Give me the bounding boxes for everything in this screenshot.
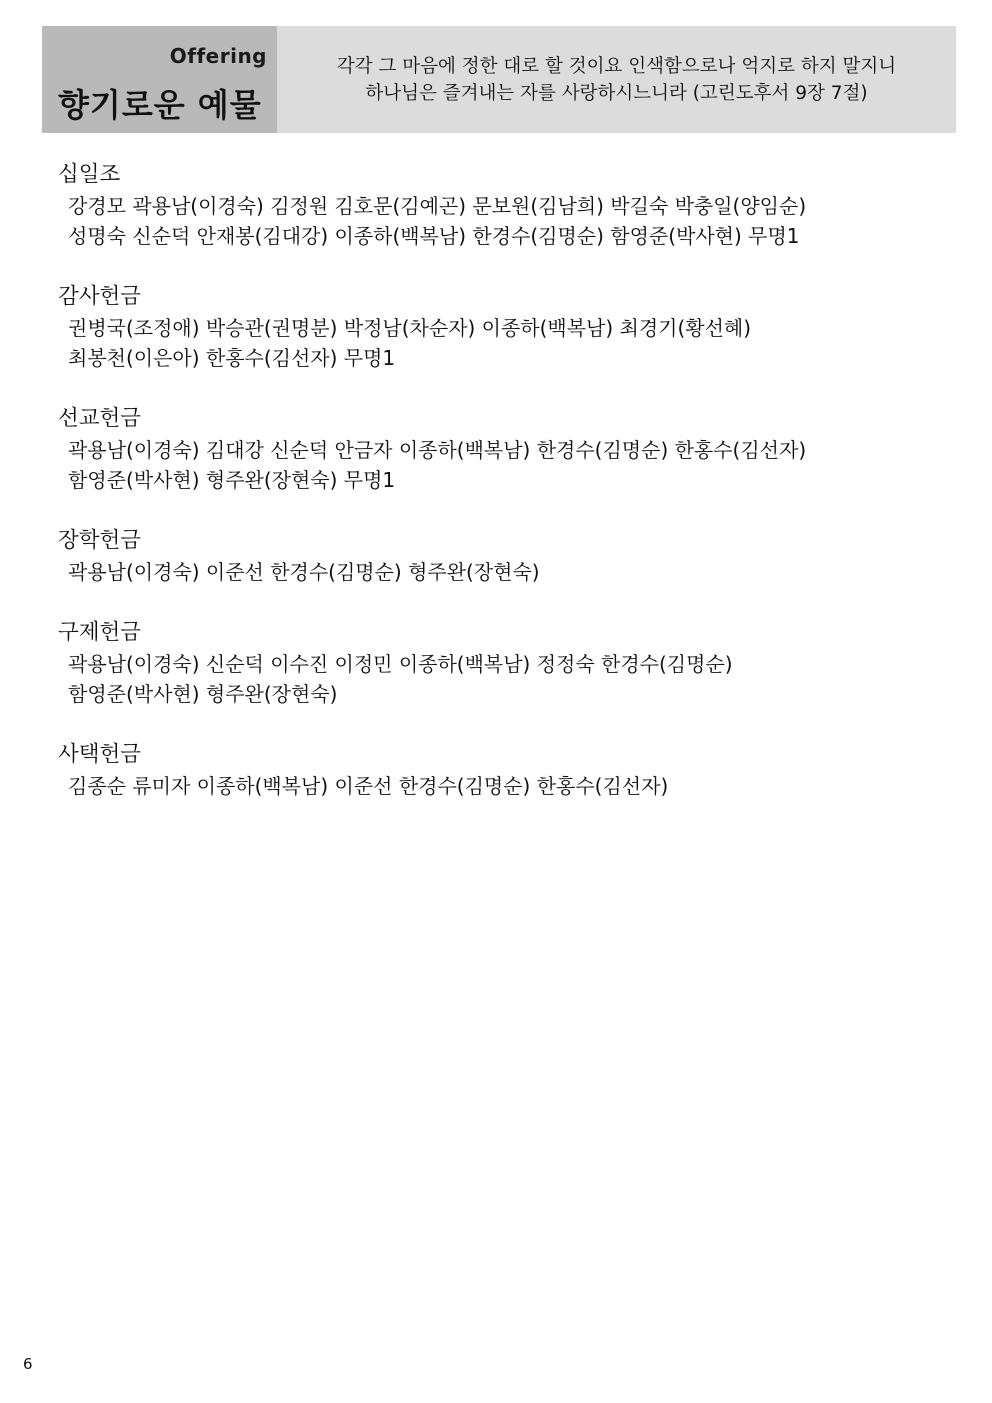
scripture-verse [277,26,956,133]
page-number: 6 [23,1355,33,1373]
section-title: 사택헌금 [58,742,142,767]
section-tithe [58,160,938,251]
names-line: 최봉천(이은아) 한홍수(김선자) 무명1 [68,346,396,370]
names-line: 김종순 류미자 이종하(백복남) 이준선 한경수(김명순) 한홍수(김선자) [68,774,669,798]
verse-line-1: 각각 그 마음에 정한 대로 할 것이요 인색함으로나 억지로 하지 말지니 [336,55,897,77]
section-title: 감사헌금 [58,284,142,309]
title-english: Offering [169,44,267,68]
names-line: 함영준(박사현) 형주완(장현숙) [68,682,338,706]
names-line: 성명숙 신순덕 안재봉(김대강) 이종하(백복남) 한경수(김명순) 함영준(박사현) 무명1 [68,224,800,248]
section-title: 십일조 [58,162,121,187]
section-thanksgiving [58,282,938,373]
section-title: 선교헌금 [58,406,142,431]
section-title: 구제헌금 [58,620,142,645]
section-scholarship [58,526,938,587]
offering-header [42,26,956,133]
names-line: 곽용남(이경숙) 신순덕 이수진 이정민 이종하(백복남) 정정숙 한경수(김명순) [68,652,733,676]
section-title: 장학헌금 [58,528,142,553]
verse-line-2: 하나님은 즐겨내는 자를 사랑하시느니라 (고린도후서 9장 7절) [365,82,868,104]
offering-list [58,160,938,832]
names-line: 강경모 곽용남(이경숙) 김정원 김호문(김예곤) 문보원(김남희) 박길숙 박충일(양임순) [68,194,807,218]
names-line: 곽용남(이경숙) 이준선 한경수(김명순) 형주완(장현숙) [68,560,540,584]
section-parsonage [58,740,938,801]
section-mission [58,404,938,495]
title-box [42,26,277,133]
names-line: 곽용남(이경숙) 김대강 신순덕 안금자 이종하(백복남) 한경수(김명순) 한홍수(김선자) [68,438,807,462]
names-line: 권병국(조정애) 박승관(권명분) 박정남(차순자) 이종하(백복남) 최경기(황선혜) [68,316,752,340]
section-relief [58,618,938,709]
title-korean: 향기로운 예물 [58,86,262,124]
names-line: 함영준(박사현) 형주완(장현숙) 무명1 [68,468,396,492]
